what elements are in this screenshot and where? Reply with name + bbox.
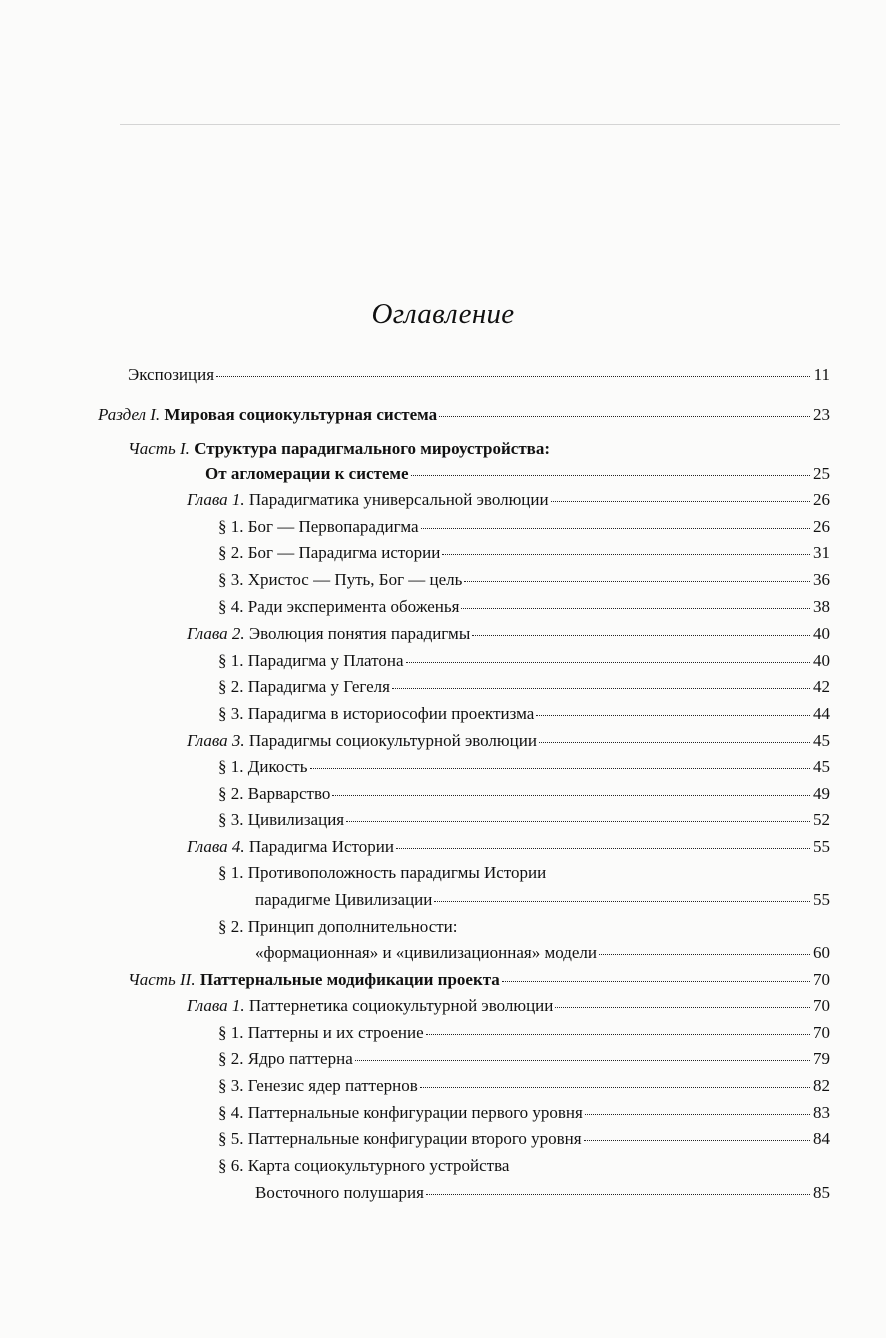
page-number: 31 <box>813 543 830 562</box>
leader-dots <box>411 475 810 476</box>
toc-entry-label: § 3. Парадигма в историософии проектизма <box>218 704 535 723</box>
entry-kind: Глава 4. <box>187 837 245 856</box>
toc-entry-label: § 5. Паттернальные конфигурации второго уровня <box>218 1129 582 1148</box>
toc-entry-label: § 1. Противоположность парадигмы Истории <box>218 863 547 882</box>
toc-entry-label: Парадигматика универсальной эволюции <box>248 490 549 509</box>
page-number: 45 <box>813 757 830 776</box>
entry-kind: Глава 1. <box>187 490 245 509</box>
leader-dots <box>396 848 810 849</box>
toc-entry-paragraph <box>218 1023 830 1043</box>
toc-entry-label-cont: «формационная» и «цивилизационная» модели <box>255 943 598 962</box>
entry-kind: Часть II. <box>128 970 196 989</box>
toc-entry-chapter <box>187 731 830 751</box>
page-number: 83 <box>813 1103 830 1122</box>
toc-entry-paragraph <box>218 517 830 537</box>
entry-kind: Раздел I. <box>98 405 161 424</box>
toc-entry-paragraph <box>218 704 830 724</box>
page-number: 44 <box>813 704 830 723</box>
toc-entry-part-1 <box>128 439 550 459</box>
toc-entry-part-2 <box>128 970 830 990</box>
page-number: 11 <box>813 365 830 384</box>
page-number: 36 <box>813 570 830 589</box>
leader-dots <box>434 901 810 902</box>
leader-dots <box>502 981 810 982</box>
page-title: Оглавление <box>371 298 515 330</box>
toc-entry-label: Структура парадигмального мироустройства: <box>194 439 551 458</box>
toc-entry-section-1 <box>98 405 830 425</box>
toc-entry-label-cont: Восточного полушария <box>255 1183 424 1202</box>
toc-entry-label: § 1. Дикость <box>218 757 308 776</box>
leader-dots <box>421 528 810 529</box>
page-number: 38 <box>813 597 830 616</box>
toc-entry-paragraph <box>218 677 830 697</box>
toc-entry-label: Мировая социокультурная система <box>164 405 438 424</box>
toc-entry-paragraph-cont <box>255 1183 830 1203</box>
leader-dots <box>392 688 810 689</box>
page-number: 52 <box>813 810 830 829</box>
toc-entry-label-cont: парадигме Цивилизации <box>255 890 433 909</box>
leader-dots <box>346 821 810 822</box>
ghost-header-rule <box>120 124 840 125</box>
toc-entry-part-1-cont <box>205 464 830 484</box>
toc-entry-label: § 1. Паттерны и их строение <box>218 1023 424 1042</box>
toc-entry-label: § 3. Христос — Путь, Бог — цель <box>218 570 463 589</box>
toc-entry-paragraph <box>218 651 830 671</box>
leader-dots <box>536 715 810 716</box>
toc-entry-label: § 2. Бог — Парадигма истории <box>218 543 441 562</box>
toc-entry-label: § 1. Парадигма у Платона <box>218 651 404 670</box>
toc-entry-paragraph <box>218 1103 830 1123</box>
toc-entry-chapter <box>187 624 830 644</box>
toc-entry-label: § 1. Бог — Первопарадигма <box>218 517 419 536</box>
toc-entry-chapter <box>187 490 830 510</box>
toc-entry-label: Паттернальные модификации проекта <box>199 970 500 989</box>
page-number: 25 <box>813 464 830 483</box>
page-number: 40 <box>813 651 830 670</box>
toc-entry-label: § 4. Паттернальные конфигурации первого уровня <box>218 1103 583 1122</box>
toc-entry-label-cont: От агломерации к системе <box>205 464 409 483</box>
toc-entry-paragraph <box>218 784 830 804</box>
page-number: 70 <box>813 996 830 1015</box>
leader-dots <box>442 554 810 555</box>
toc-entry-paragraph <box>218 1076 830 1096</box>
toc-entry-label: Парадигма Истории <box>248 837 394 856</box>
leader-dots <box>555 1007 810 1008</box>
toc-entry-paragraph-cont <box>255 943 830 963</box>
page-number: 55 <box>813 837 830 856</box>
leader-dots <box>216 376 810 377</box>
toc-entry-label: § 3. Цивилизация <box>218 810 345 829</box>
toc-entry-paragraph <box>218 810 830 830</box>
toc-entry-label: Паттернетика социокультурной эволюции <box>248 996 554 1015</box>
page-number: 26 <box>813 517 830 536</box>
page-number: 40 <box>813 624 830 643</box>
toc-entry-label: Эволюция понятия парадигмы <box>248 624 471 643</box>
leader-dots <box>426 1194 810 1195</box>
toc-entry-paragraph <box>218 757 830 777</box>
toc-entry-paragraph <box>218 1129 830 1149</box>
entry-kind: Часть I. <box>128 439 190 458</box>
toc-entry-label: Парадигмы социокультурной эволюции <box>248 731 537 750</box>
toc-entry-label: § 2. Ядро паттерна <box>218 1049 353 1068</box>
page-number: 70 <box>813 970 830 989</box>
toc-entry-paragraph-cont <box>255 890 830 910</box>
toc-entry-paragraph <box>218 597 830 617</box>
leader-dots <box>599 954 810 955</box>
toc-entry-paragraph <box>218 570 830 590</box>
toc-entry-chapter <box>187 996 830 1016</box>
leader-dots <box>464 581 810 582</box>
page-number: 23 <box>813 405 830 424</box>
page-number: 49 <box>813 784 830 803</box>
page-number: 85 <box>813 1183 830 1202</box>
toc-entry-label: § 2. Парадигма у Гегеля <box>218 677 390 696</box>
toc-entry-paragraph <box>218 863 546 883</box>
toc-entry-label: § 3. Генезис ядер паттернов <box>218 1076 418 1095</box>
toc-entry-chapter <box>187 837 830 857</box>
toc-entry-paragraph <box>218 1049 830 1069</box>
page-number: 55 <box>813 890 830 909</box>
toc-entry-label: § 2. Варварство <box>218 784 331 803</box>
leader-dots <box>426 1034 810 1035</box>
toc-entry-label: § 4. Ради эксперимента обоженья <box>218 597 460 616</box>
page-number: 79 <box>813 1049 830 1068</box>
leader-dots <box>332 795 810 796</box>
page-number: 26 <box>813 490 830 509</box>
page-number: 82 <box>813 1076 830 1095</box>
toc-entry-label: Экспозиция <box>128 365 215 384</box>
leader-dots <box>539 742 810 743</box>
leader-dots <box>584 1140 810 1141</box>
leader-dots <box>461 608 810 609</box>
leader-dots <box>585 1114 810 1115</box>
leader-dots <box>439 416 810 417</box>
page-number: 84 <box>813 1129 830 1148</box>
page-number: 42 <box>813 677 830 696</box>
toc-entry-exposition <box>128 365 830 385</box>
leader-dots <box>472 635 810 636</box>
toc-entry-label: § 2. Принцип дополнительности: <box>218 917 458 936</box>
toc-entry-paragraph <box>218 1156 509 1176</box>
entry-kind: Глава 2. <box>187 624 245 643</box>
leader-dots <box>406 662 810 663</box>
leader-dots <box>355 1060 810 1061</box>
leader-dots <box>420 1087 810 1088</box>
leader-dots <box>310 768 811 769</box>
toc-entry-paragraph <box>218 917 458 937</box>
page-number: 45 <box>813 731 830 750</box>
page-number: 70 <box>813 1023 830 1042</box>
entry-kind: Глава 1. <box>187 996 245 1015</box>
entry-kind: Глава 3. <box>187 731 245 750</box>
leader-dots <box>551 501 810 502</box>
toc-entry-paragraph <box>218 543 830 563</box>
toc-entry-label: § 6. Карта социокультурного устройства <box>218 1156 510 1175</box>
page-number: 60 <box>813 943 830 962</box>
